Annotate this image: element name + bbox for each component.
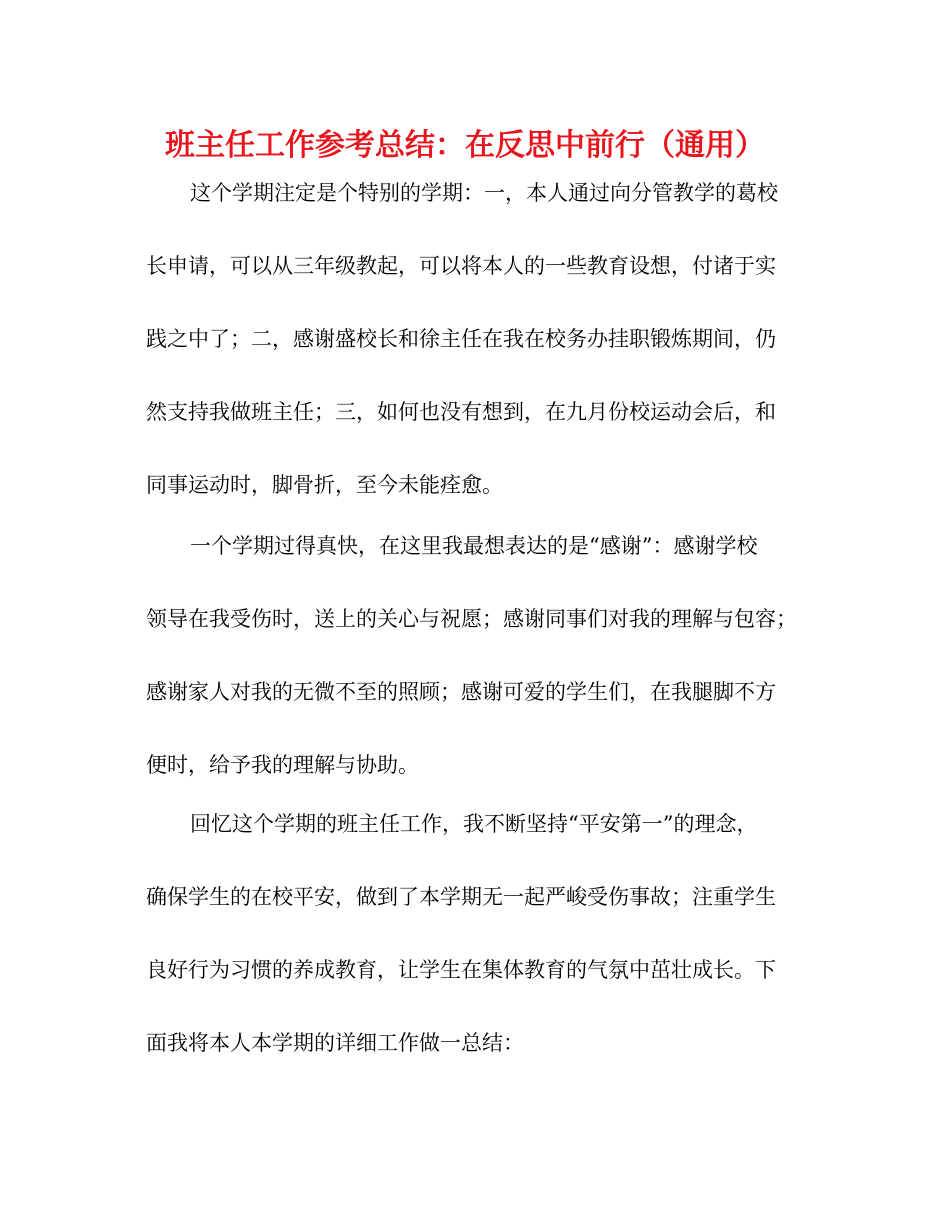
paragraph-line: 然支持我做班主任；三，如何也没有想到，在九月份校运动会后，和 bbox=[146, 400, 776, 424]
paragraph-2 bbox=[146, 510, 806, 802]
document-title: 班主任工作参考总结：在反思中前行（通用） bbox=[165, 128, 765, 163]
paragraph-line: 面我将本人本学期的详细工作做一总结： bbox=[146, 1031, 524, 1055]
paragraph-line: 便时，给予我的理解与协助。 bbox=[146, 753, 419, 777]
paragraph-line: 回忆这个学期的班主任工作，我不断坚持“平安第一”的理念， bbox=[190, 812, 758, 836]
paragraph-line: 领导在我受伤时，送上的关心与祝愿；感谢同事们对我的理解与包容； bbox=[146, 607, 797, 631]
paragraph-line: 良好行为习惯的养成教育，让学生在集体教育的气氛中茁壮成长。下 bbox=[146, 958, 776, 982]
paragraph-3 bbox=[146, 788, 806, 1080]
paragraph-line: 这个学期注定是个特别的学期：一，本人通过向分管教学的葛校 bbox=[190, 181, 778, 205]
paragraph-line: 一个学期过得真快，在这里我最想表达的是“感谢”：感谢学校 bbox=[190, 534, 758, 558]
paragraph-line: 确保学生的在校平安，做到了本学期无一起严峻受伤事故；注重学生 bbox=[146, 885, 776, 909]
paragraph-1 bbox=[146, 157, 806, 522]
paragraph-line: 感谢家人对我的无微不至的照顾；感谢可爱的学生们，在我腿脚不方 bbox=[146, 680, 776, 704]
paragraph-line: 长申请，可以从三年级教起，可以将本人的一些教育设想，付诸于实 bbox=[146, 254, 776, 278]
paragraph-line: 践之中了；二，感谢盛校长和徐主任在我在校务办挂职锻炼期间，仍 bbox=[146, 327, 776, 351]
paragraph-line: 同事运动时，脚骨折，至今未能痊愈。 bbox=[146, 473, 503, 497]
